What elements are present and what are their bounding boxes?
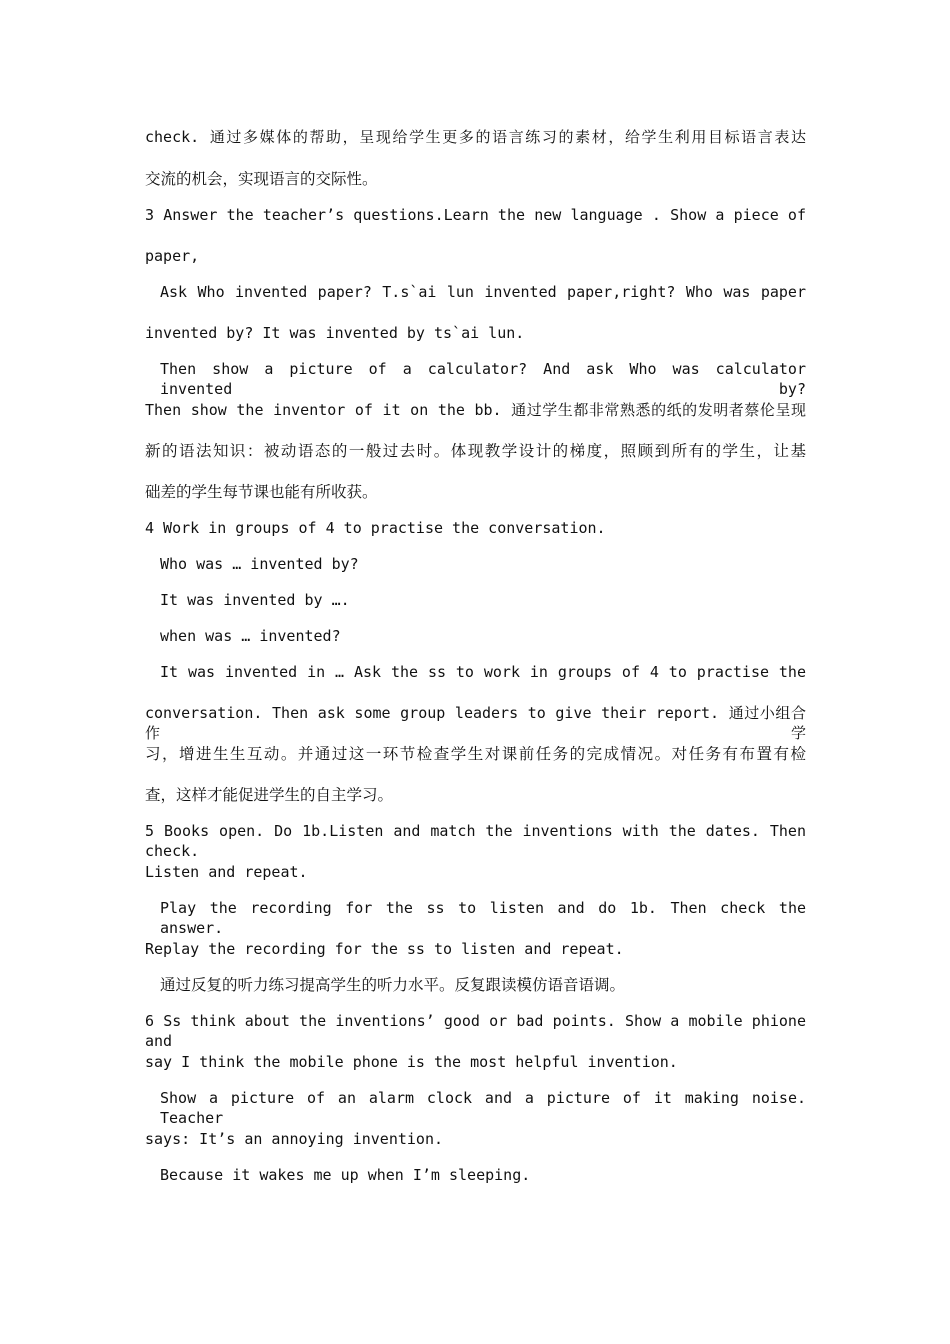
- text-line: 习，增进生生互动。并通过这一环节检查学生对课前任务的完成情况。对任务有布置有检: [145, 745, 806, 763]
- text-line: 5 Books open. Do 1b.Listen and match the inventions with the dates. Then check.: [145, 822, 806, 860]
- text-line: 新的语法知识：被动语态的一般过去时。体现教学设计的梯度，照顾到所有的学生，让基: [145, 442, 806, 460]
- text-line: invented by? It was invented by ts`ai lun.: [145, 324, 525, 342]
- text-line: Listen and repeat.: [145, 863, 308, 881]
- text-line: 交流的机会，实现语言的交际性。: [145, 170, 378, 188]
- text-line: conversation. Then ask some group leaders to give their report. 通过小组合作学: [145, 704, 806, 742]
- text-line: 3 Answer the teacher’s questions.Learn the new language . Show a piece of: [145, 206, 806, 224]
- text-line: Replay the recording for the ss to listen and repeat.: [145, 940, 624, 958]
- text-line: say I think the mobile phone is the most helpful invention.: [145, 1053, 678, 1071]
- text-line: Then show the inventor of it on the bb. 通过学生都非常熟悉的纸的发明者蔡伦呈现: [145, 401, 806, 419]
- text-line: Show a picture of an alarm clock and a picture of it making noise. Teacher: [160, 1089, 806, 1127]
- text-line: 通过反复的听力练习提高学生的听力水平。反复跟读模仿语音语调。: [160, 976, 626, 994]
- text-line: paper,: [145, 247, 200, 265]
- text-line: It was invented by ….: [160, 591, 350, 609]
- text-line: Then show a picture of a calculator? And ask Who was calculator invented by?: [160, 360, 806, 398]
- text-line: Play the recording for the ss to listen and do 1b. Then check the answer.: [160, 899, 806, 937]
- text-line: It was invented in … Ask the ss to work in groups of 4 to practise the: [160, 663, 806, 681]
- text-line: Because it wakes me up when I’m sleeping.: [160, 1166, 531, 1184]
- text-line: Who was … invented by?: [160, 555, 359, 573]
- text-line: 查，这样才能促进学生的自主学习。: [145, 786, 394, 804]
- text-line: check. 通过多媒体的帮助，呈现给学生更多的语言练习的素材，给学生利用目标语言表达: [145, 128, 806, 146]
- text-line: says: It’s an annoying invention.: [145, 1130, 444, 1148]
- text-line: Ask Who invented paper? T.s`ai lun invented paper,right? Who was paper: [160, 283, 806, 301]
- text-line: 础差的学生每节课也能有所收获。: [145, 483, 378, 501]
- text-line: 4 Work in groups of 4 to practise the conversation.: [145, 519, 606, 537]
- text-line: 6 Ss think about the inventions’ good or bad points. Show a mobile phione and: [145, 1012, 806, 1050]
- text-line: when was … invented?: [160, 627, 341, 645]
